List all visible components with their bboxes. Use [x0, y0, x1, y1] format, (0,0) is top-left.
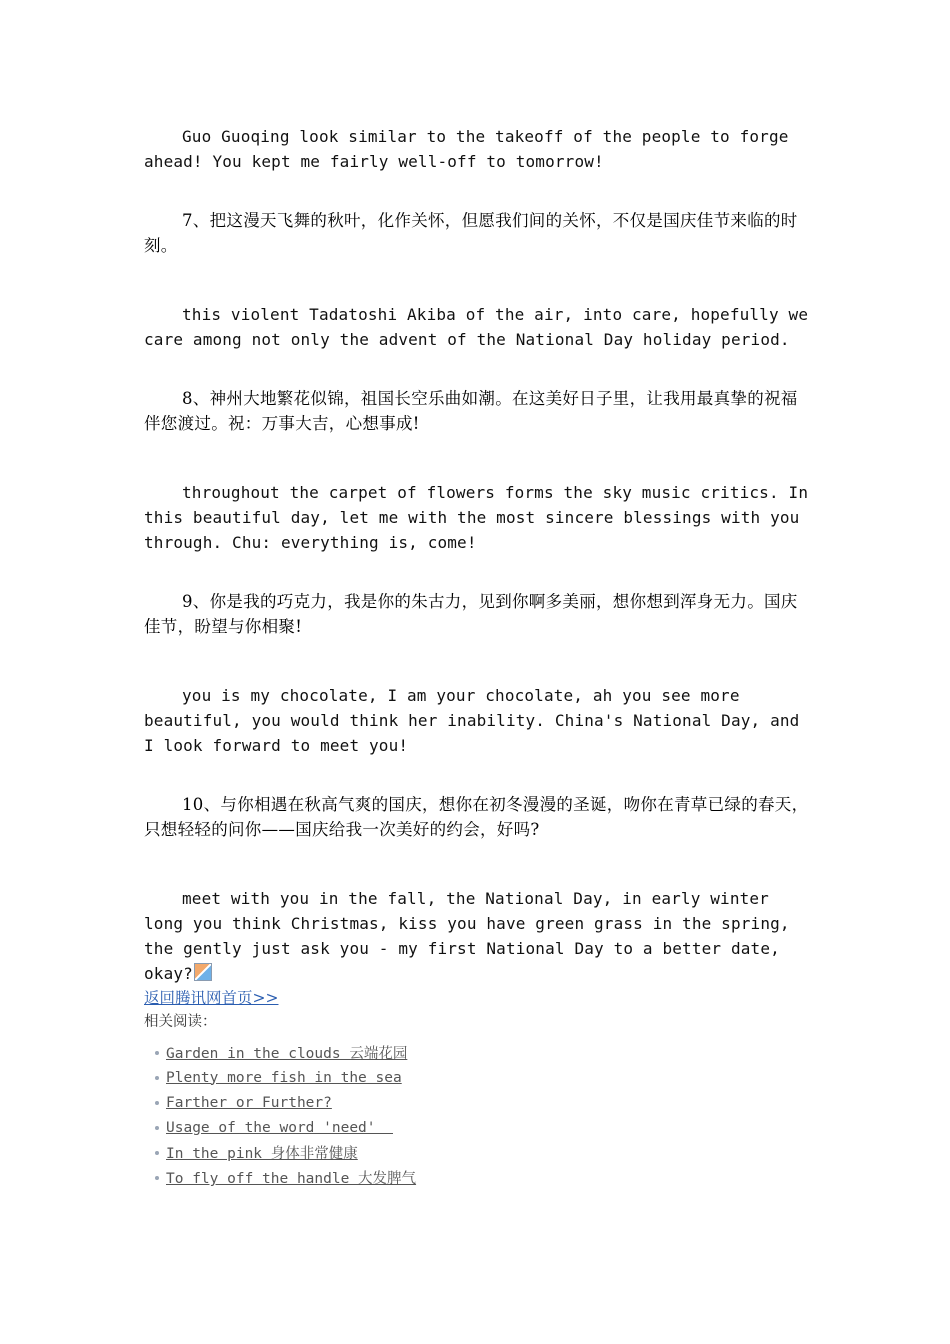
bullet-icon	[155, 1101, 159, 1105]
back-to-home-link[interactable]: 返回腾讯网首页>>	[144, 989, 279, 1007]
list-item	[144, 1140, 744, 1165]
bullet-icon	[155, 1126, 159, 1130]
related-list	[144, 1040, 744, 1190]
paragraph-en-last	[144, 886, 810, 986]
broken-image-icon	[194, 963, 212, 981]
paragraph-zh: 9、你是我的巧克力，我是你的朱古力，见到你啊多美丽，想你想到浑身无力。国庆佳节，盼望与你相聚!	[144, 592, 798, 636]
paragraph-en: throughout the carpet of flowers forms the sky music critics. In this beautiful day, let me with the most sincere blessings with you through. Chu: everything is, come!	[144, 483, 809, 552]
list-item	[144, 1165, 744, 1190]
related-link[interactable]: To fly off the handle 大发脾气	[166, 1171, 417, 1187]
bullet-icon	[155, 1051, 159, 1055]
paragraph-zh: 8、神州大地繁花似锦，祖国长空乐曲如潮。在这美好日子里，让我用最真挚的祝福伴您渡过。祝：万事大吉，心想事成!	[144, 389, 798, 433]
bullet-icon	[155, 1151, 159, 1155]
list-item	[144, 1065, 744, 1090]
paragraph-zh: 10、与你相遇在秋高气爽的国庆，想你在初冬漫漫的圣诞，吻你在青草已绿的春天，只想轻轻的问你——国庆给我一次美好的约会，好吗?	[144, 795, 809, 839]
related-link[interactable]: Garden in the clouds 云端花园	[166, 1046, 408, 1062]
paragraph-en: this violent Tadatoshi Akiba of the air, into care, hopefully we care among not only the advent of the National Day holiday period.	[144, 305, 809, 349]
list-item	[144, 1090, 744, 1115]
list-item	[144, 1115, 744, 1140]
related-reading	[144, 1010, 744, 1190]
paragraph-en: Guo Guoqing look similar to the takeoff of the people to forge ahead! You kept me fairly well-off to tomorrow!	[144, 127, 789, 171]
related-link[interactable]: Plenty more fish in the sea	[166, 1069, 402, 1086]
paragraph-en: you is my chocolate, I am your chocolate, ah you see more beautiful, you would think her inability. China's National Day, and I look forward to meet you!	[144, 686, 800, 755]
bullet-icon	[155, 1176, 159, 1180]
related-link[interactable]: In the pink 身体非常健康	[166, 1146, 358, 1162]
related-link[interactable]: Usage of the word 'need'	[166, 1119, 393, 1136]
related-reading-title: 相关阅读：	[144, 1014, 217, 1030]
article-body	[144, 124, 810, 1011]
paragraph-en-text: meet with you in the fall, the National Day, in early winter long you think Christmas, kiss you have green grass in the spring, the gently just ask you - my first National Day to a better date, okay?	[144, 889, 790, 983]
list-item	[144, 1040, 744, 1065]
related-link[interactable]: Farther or Further?	[166, 1094, 332, 1111]
bullet-icon	[155, 1076, 159, 1080]
paragraph-zh: 7、把这漫天飞舞的秋叶，化作关怀，但愿我们间的关怀，不仅是国庆佳节来临的时刻。	[144, 211, 798, 255]
